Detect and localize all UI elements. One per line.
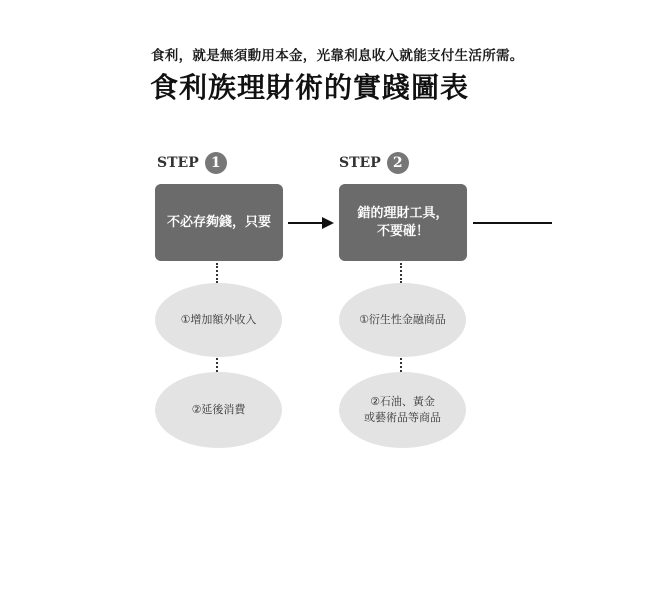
step-1-item-2-text: ②延後消費 [191, 402, 246, 416]
page-title: 食利族理財術的實踐圖表 [150, 71, 470, 104]
step-1-item-1-text: ①增加額外收入 [180, 312, 257, 326]
step-1-box-text: 不必存夠錢，只要 [166, 214, 271, 230]
subtitle: 食利，就是無須動用本金，光靠利息收入就能支付生活所需。 [151, 48, 524, 64]
step-2-box-text: 錯的理財工具， 不要碰！ [357, 205, 449, 239]
step-2-item-2-text: ②石油、黃金 或藝術品等商品 [364, 394, 441, 424]
step-2-item-1-text: ①衍生性金融商品 [359, 312, 446, 326]
step-2-text: STEP [339, 155, 381, 171]
step-1-text: STEP [157, 155, 199, 171]
step-2-number-badge: 2 [387, 152, 409, 174]
step-1-number-badge: 1 [205, 152, 227, 174]
step-1-to-2-arrow [288, 217, 334, 229]
